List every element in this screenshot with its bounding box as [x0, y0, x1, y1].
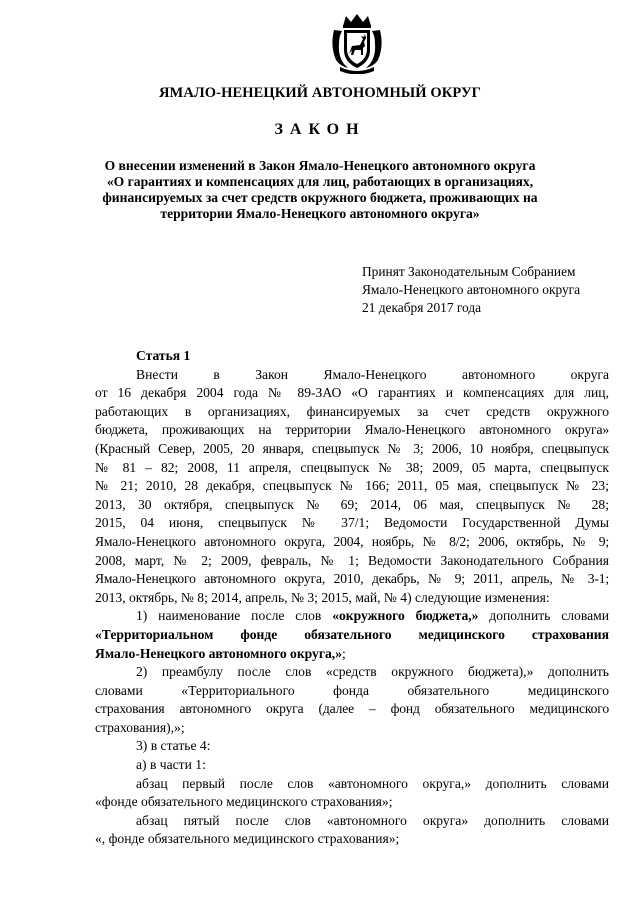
body-line: (Красный Север, 2005, 20 января, спецвыпуск № 3; 2006, 10 ноября, спецвыпуск [95, 440, 609, 456]
body-line: 2013, октябрь, № 8; 2014, апрель, № 3; 2015, май, № 4) следующие изменения: [95, 589, 550, 605]
body-line: 2013, 30 октября, спецвыпуск № 69; 2014, 06 мая, спецвыпуск № 28; [95, 496, 609, 512]
body-line: № 81 – 82; 2008, 11 апреля, спецвыпуск № 38; 2009, 05 марта, спецвыпуск [95, 459, 609, 475]
region-title: ЯМАЛО-НЕНЕЦКИЙ АВТОНОМНЫЙ ОКРУГ [158, 85, 482, 101]
paragraph-5-line: абзац пятый после слов «автономного округа» дополнить словами [136, 812, 609, 828]
item-2-line: страхования),»; [95, 719, 185, 735]
law-title: ЗАКОН [274, 121, 366, 138]
subject-line: территории Ямало-Ненецкого автономного округа» [160, 206, 480, 221]
item-2-line: 2) преамбулу после слов «средств окружного бюджета),» дополнить [136, 664, 609, 680]
body-line: № 21; 2010, 28 декабря, спецвыпуск № 166; 2011, 05 мая, спецвыпуск № 23; [95, 478, 609, 494]
body-line: от 16 декабря 2004 года № 89-ЗАО «О гарантиях и компенсациях для лиц, [95, 385, 609, 401]
body-line: Внести в Закон Ямало-Ненецкого автономного округа [136, 366, 609, 382]
adoption-line: Принят Законодательным Собранием [362, 264, 576, 279]
body-line: работающих в организациях, финансируемых за счет средств окружного [95, 403, 609, 419]
item-2-line: словами «Территориального фонда обязательного медицинского [95, 682, 609, 698]
coat-of-arms-icon [330, 12, 384, 74]
paragraph-1-line: абзац первый после слов «автономного округа,» дополнить словами [136, 775, 609, 791]
article-title: Статья 1 [136, 348, 191, 363]
subject-line: О внесении изменений в Закон Ямало-Ненецкого автономного округа [104, 158, 536, 173]
body-line: Ямало-Ненецкого автономного округа, 2004, ноябрь, № 8/2; 2006, октябрь, № 9; [95, 533, 609, 549]
item-1-line: Ямало-Ненецкого автономного округа,»; [95, 645, 346, 661]
paragraph-5-line: «, фонде обязательного медицинского страхования»; [95, 831, 400, 847]
subject-line: финансируемых за счет средств окружного бюджета, проживающих на [102, 190, 538, 205]
law-subject [0, 158, 640, 222]
body-line: 2015, 04 июня, спецвыпуск № 37/1; Ведомости Государственной Думы [95, 515, 609, 531]
paragraph-1-line: «фонде обязательного медицинского страхования»; [95, 794, 393, 810]
item-1-line: «Территориальном фонде обязательного медицинского страхования [95, 626, 609, 642]
item-3-line: 3) в статье 4: [136, 738, 211, 754]
adoption-line: Ямало-Ненецкого автономного округа [362, 282, 581, 297]
adoption-note [362, 263, 580, 317]
item-2-line: страхования автономного округа (далее – фонд обязательного медицинского [95, 701, 609, 717]
body-line: Ямало-Ненецкого автономного округа, 2010, декабрь, № 9; 2011, апрель, № 3-1; [95, 571, 609, 587]
item-1-line: 1) наименование после слов «окружного бюджета,» дополнить словами [136, 608, 609, 624]
item-3a-line: а) в части 1: [136, 757, 206, 773]
body-line: 2008, март, № 2; 2009, февраль, № 1; Ведомости Законодательного Собрания [95, 552, 609, 568]
body-line: бюджета, проживающих на территории Ямало-Ненецкого автономного округа» [95, 422, 609, 438]
adoption-line: 21 декабря 2017 года [362, 300, 482, 315]
subject-line: «О гарантиях и компенсациях для лиц, работающих в организациях, [106, 174, 534, 189]
article-body [95, 347, 609, 849]
